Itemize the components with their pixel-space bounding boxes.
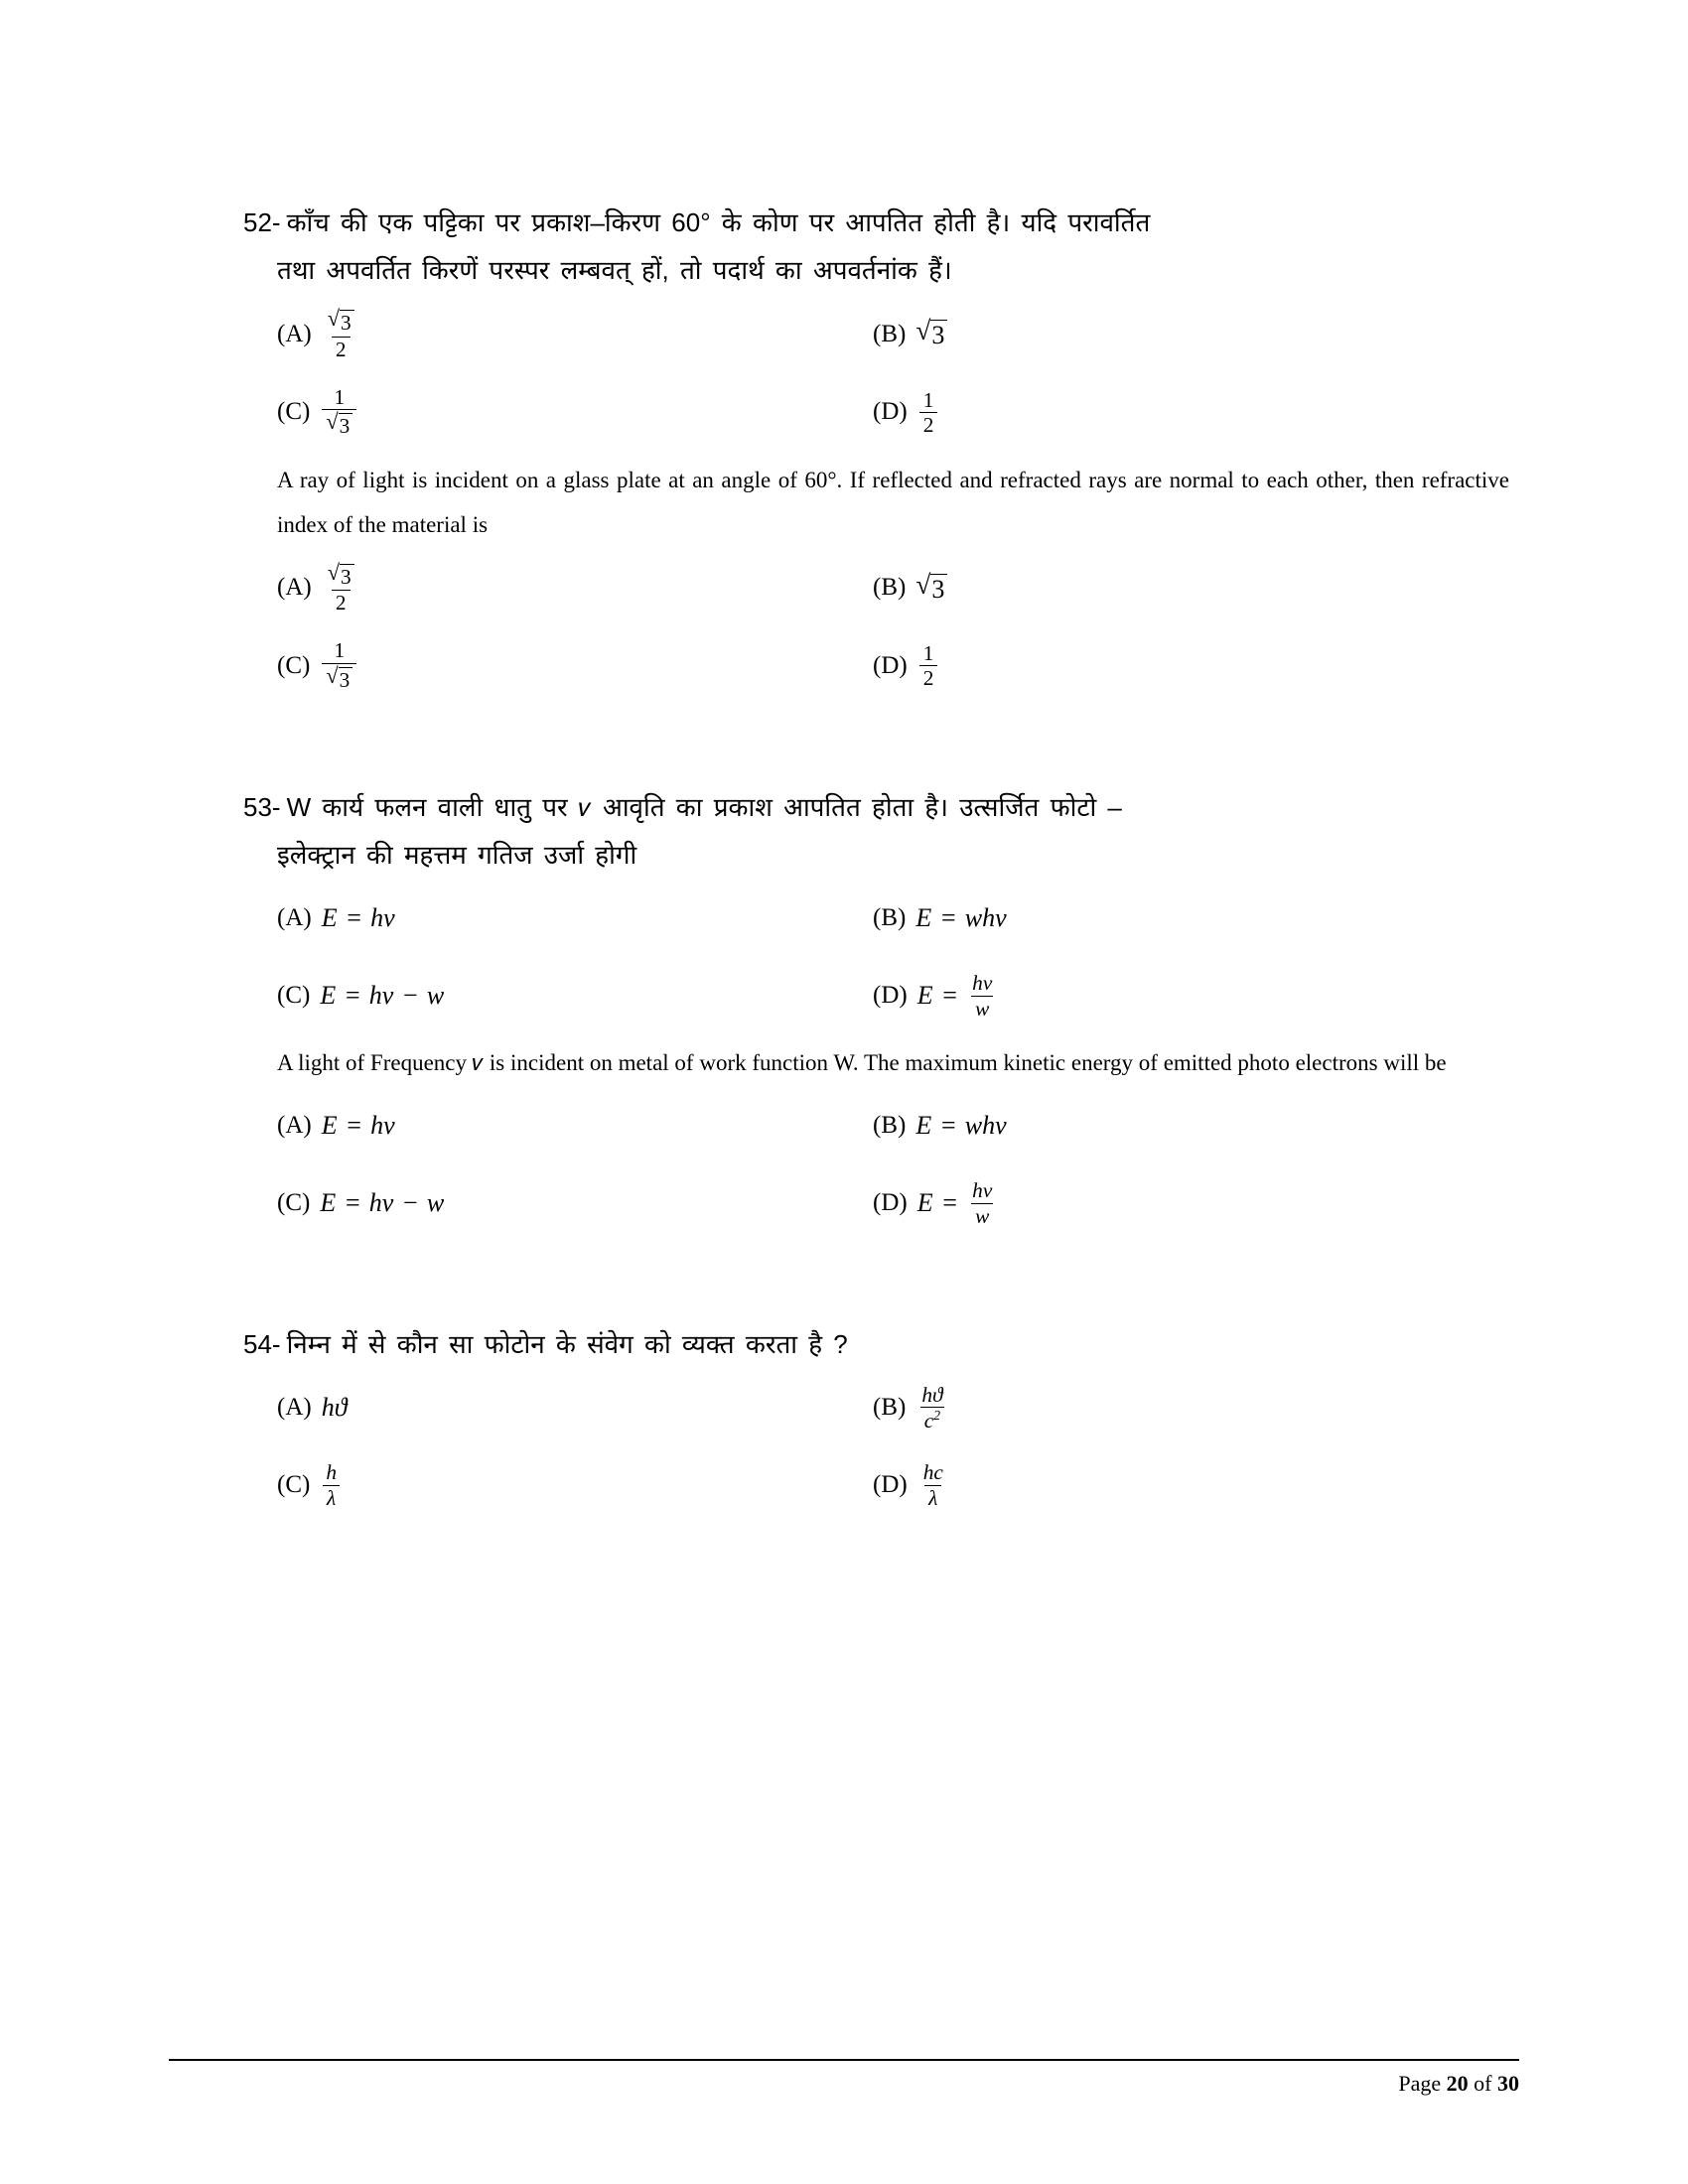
option-b-label: (B) bbox=[873, 573, 907, 601]
option-d-value bbox=[917, 1179, 999, 1227]
fraction-denominator: 2 bbox=[332, 590, 351, 614]
question-53-options-english bbox=[243, 1100, 1519, 1229]
option-b-label: (B) bbox=[873, 1394, 907, 1422]
fraction-numerator: 1 bbox=[922, 387, 934, 412]
question-52-options-hindi bbox=[243, 308, 1519, 439]
symbol-equals: = bbox=[345, 903, 363, 933]
question-52-english-text: A ray of light is incident on a glass plate at an angle of 60°. If reflected and refracted rays are normal to each other, then refractive index of the material is bbox=[277, 467, 1509, 537]
option-b[interactable] bbox=[873, 562, 1519, 614]
fraction-numerator: hν bbox=[972, 971, 993, 996]
footer-current-page: 20 bbox=[1446, 2071, 1469, 2096]
option-b[interactable] bbox=[873, 892, 1519, 944]
fraction-numerator: hϑ bbox=[921, 1382, 943, 1407]
option-a-label: (A) bbox=[277, 573, 312, 601]
option-a-value bbox=[322, 903, 395, 933]
option-a[interactable] bbox=[277, 1100, 873, 1152]
symbol-E: E bbox=[916, 981, 933, 1011]
option-a-label: (A) bbox=[277, 1394, 312, 1422]
symbol-w: w bbox=[426, 981, 445, 1011]
option-d[interactable] bbox=[873, 1177, 1519, 1229]
question-54 bbox=[243, 1320, 1519, 1511]
symbol-h-nu: hν bbox=[370, 903, 395, 933]
option-b-value: √ 3 bbox=[915, 318, 947, 350]
symbol-E: E bbox=[320, 981, 337, 1011]
exponent-2: 2 bbox=[933, 1408, 941, 1424]
symbol-equals: = bbox=[344, 981, 361, 1011]
option-a-value: √ 3 2 bbox=[322, 562, 360, 614]
option-a[interactable] bbox=[277, 559, 873, 614]
fraction-denominator: λ bbox=[323, 1485, 340, 1509]
option-b-value bbox=[915, 903, 1006, 933]
fraction-denominator: 2 bbox=[919, 665, 938, 689]
option-b-value bbox=[915, 1111, 1006, 1141]
question-52-hindi-line1 bbox=[243, 199, 1519, 246]
sqrt-radicand: 3 bbox=[339, 667, 353, 692]
fraction-numerator: hc bbox=[922, 1460, 943, 1485]
symbol-h-nu: hν bbox=[370, 1111, 395, 1141]
symbol-equals: = bbox=[345, 1111, 363, 1141]
option-c[interactable] bbox=[277, 639, 873, 692]
symbol-E: E bbox=[916, 1188, 933, 1218]
symbol-E: E bbox=[321, 903, 338, 933]
fraction-numerator: 1 bbox=[334, 638, 346, 663]
option-d[interactable] bbox=[873, 970, 1519, 1022]
option-c-label: (C) bbox=[277, 1471, 311, 1499]
fraction-numerator: 1 bbox=[334, 385, 346, 409]
question-53-hindi-text-1: W कार्य फलन वाली धातु पर 𝜈 आवृति का प्रकाश आपतित होता है। उत्सर्जित फोटो – bbox=[286, 792, 1122, 823]
question-53-options-hindi bbox=[243, 892, 1519, 1022]
option-a-label: (A) bbox=[277, 904, 312, 932]
symbol-equals: = bbox=[344, 1188, 361, 1218]
question-53-hindi-text-2: इलेक्ट्रान की महत्तम गतिज उर्जा होगी bbox=[277, 840, 637, 871]
question-52-hindi-text-1: काँच की एक पट्टिका पर प्रकाश–किरण 60° के कोण पर आपतित होती है। यदि परावर्तित bbox=[286, 207, 1151, 237]
footer-of: of bbox=[1468, 2071, 1497, 2096]
option-d[interactable] bbox=[873, 639, 1519, 692]
option-c-value bbox=[320, 1461, 343, 1509]
page-footer bbox=[169, 2059, 1519, 2097]
sqrt-radicand: 3 bbox=[340, 564, 354, 589]
sqrt-radicand: 3 bbox=[930, 574, 947, 605]
question-52-options-english bbox=[243, 559, 1519, 693]
option-d-label: (D) bbox=[873, 1189, 908, 1217]
option-a[interactable] bbox=[277, 892, 873, 944]
symbol-minus: − bbox=[401, 1188, 419, 1218]
question-52-hindi-text-2: तथा अपवर्तित किरणें परस्पर लम्बवत् हों, तो पदार्थ का अपवर्तनांक हैं। bbox=[277, 255, 952, 286]
option-c-label: (C) bbox=[277, 982, 311, 1010]
question-52 bbox=[243, 199, 1519, 692]
question-53-english-text: A light of Frequency 𝜈 is incident on metal of work function W. The maximum kinetic energy of emitted photo electrons will be bbox=[277, 1050, 1447, 1076]
option-a-label: (A) bbox=[277, 320, 312, 347]
option-c-label: (C) bbox=[277, 651, 311, 679]
option-a[interactable] bbox=[277, 1382, 873, 1433]
option-c[interactable] bbox=[277, 386, 873, 439]
option-d-label: (D) bbox=[873, 1471, 908, 1499]
symbol-h-nu: hν bbox=[368, 1188, 394, 1218]
question-54-hindi-line1 bbox=[243, 1320, 1519, 1368]
option-a-label: (A) bbox=[277, 1112, 312, 1140]
footer-page-number bbox=[169, 2061, 1519, 2097]
fraction-numerator: 1 bbox=[922, 640, 934, 665]
option-c[interactable] bbox=[277, 1459, 873, 1511]
symbol-equals: = bbox=[940, 1188, 959, 1218]
option-a-value bbox=[322, 1393, 348, 1423]
symbol-h-nu: hν bbox=[368, 981, 394, 1011]
option-c[interactable] bbox=[277, 970, 873, 1022]
question-54-number: 54- bbox=[243, 1329, 281, 1360]
question-54-options bbox=[243, 1382, 1519, 1511]
fraction-denominator: w bbox=[971, 996, 993, 1020]
option-c[interactable] bbox=[277, 1177, 873, 1229]
question-53-number: 53- bbox=[243, 792, 281, 823]
symbol-equals: = bbox=[939, 1111, 957, 1141]
option-d-value bbox=[917, 642, 940, 690]
option-c-value: 1 √ 3 bbox=[320, 639, 358, 692]
footer-prefix: Page bbox=[1398, 2071, 1447, 2096]
symbol-h-theta: hϑ bbox=[321, 1393, 348, 1423]
option-d-label: (D) bbox=[873, 651, 908, 679]
fraction-numerator: hν bbox=[972, 1178, 993, 1203]
option-a-value bbox=[322, 1111, 395, 1141]
fraction-denominator: 2 bbox=[332, 337, 351, 360]
symbol-E: E bbox=[915, 903, 932, 933]
fraction-denominator: λ bbox=[924, 1485, 941, 1509]
option-c-value bbox=[320, 981, 444, 1011]
option-d-value bbox=[917, 1461, 949, 1509]
sqrt-radicand: 3 bbox=[930, 320, 947, 350]
option-b-value bbox=[915, 1384, 948, 1433]
option-b-label: (B) bbox=[873, 1112, 907, 1140]
option-b-label: (B) bbox=[873, 904, 907, 932]
symbol-w-h-nu: whν bbox=[964, 903, 1007, 933]
option-b[interactable] bbox=[873, 1382, 1519, 1433]
option-c-value: 1 √ 3 bbox=[320, 386, 358, 439]
option-b[interactable] bbox=[873, 308, 1519, 360]
option-d-value bbox=[917, 389, 940, 437]
footer-total-pages: 30 bbox=[1497, 2071, 1519, 2096]
option-d-label: (D) bbox=[873, 398, 908, 426]
option-d-label: (D) bbox=[873, 982, 908, 1010]
question-54-hindi-text-1: निम्न में से कौन सा फोटोन के संवेग को व्यक्त करता है ? bbox=[286, 1329, 848, 1360]
option-a-value: √ 3 2 bbox=[322, 308, 360, 360]
option-c-label: (C) bbox=[277, 1189, 311, 1217]
symbol-equals: = bbox=[940, 981, 959, 1011]
option-c-value bbox=[320, 1188, 444, 1218]
question-53 bbox=[243, 783, 1519, 1229]
option-b-value: √ 3 bbox=[915, 572, 947, 605]
option-d[interactable] bbox=[873, 1459, 1519, 1511]
symbol-E: E bbox=[320, 1188, 337, 1218]
sqrt-radicand: 3 bbox=[339, 413, 353, 438]
option-a[interactable] bbox=[277, 308, 873, 360]
option-d-value bbox=[917, 972, 999, 1020]
fraction-denominator: 2 bbox=[919, 412, 938, 436]
question-52-number: 52- bbox=[243, 207, 281, 237]
symbol-minus: − bbox=[401, 981, 419, 1011]
fraction-numerator: h bbox=[326, 1460, 337, 1485]
symbol-E: E bbox=[915, 1111, 932, 1141]
symbol-E: E bbox=[321, 1111, 338, 1141]
option-b[interactable] bbox=[873, 1100, 1519, 1152]
sqrt-radicand: 3 bbox=[340, 310, 354, 335]
option-d[interactable] bbox=[873, 386, 1519, 439]
symbol-equals: = bbox=[939, 903, 957, 933]
symbol-c: c bbox=[923, 1409, 934, 1433]
option-c-label: (C) bbox=[277, 398, 311, 426]
question-53-hindi-line1 bbox=[243, 783, 1519, 831]
option-b-label: (B) bbox=[873, 320, 907, 347]
symbol-w: w bbox=[426, 1188, 445, 1218]
symbol-w-h-nu: whν bbox=[964, 1111, 1007, 1141]
fraction-denominator: w bbox=[971, 1203, 993, 1227]
